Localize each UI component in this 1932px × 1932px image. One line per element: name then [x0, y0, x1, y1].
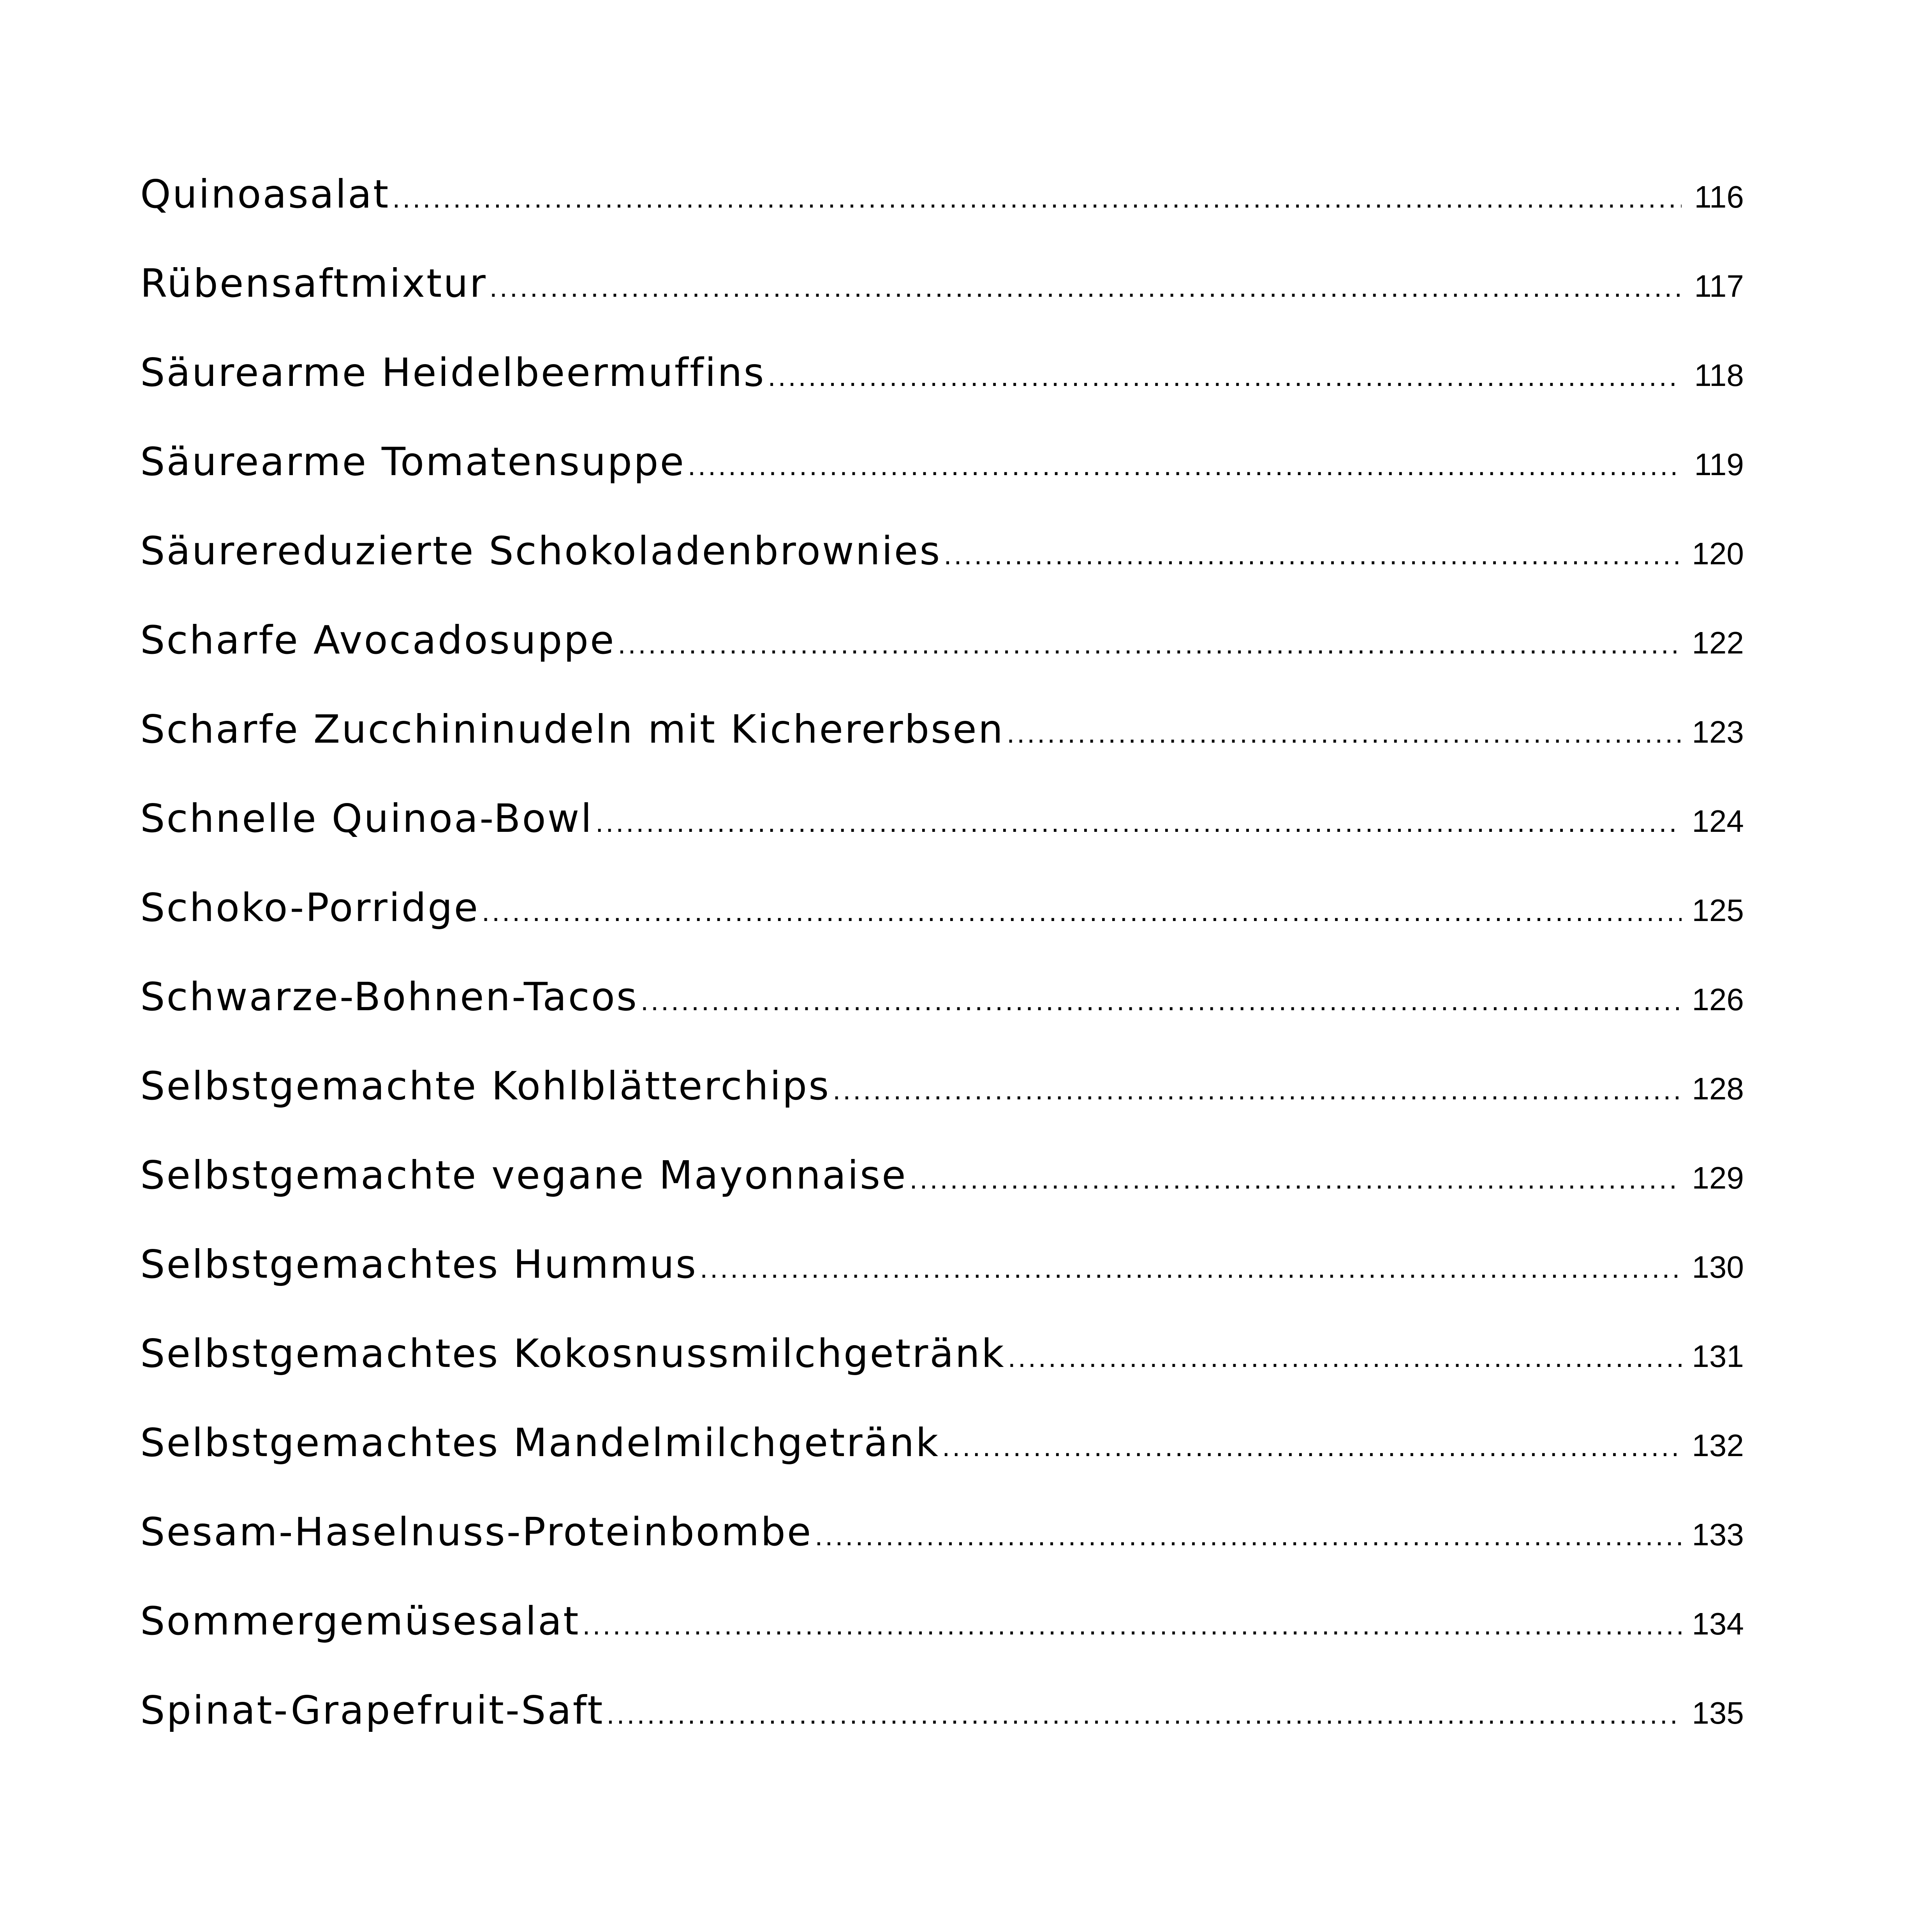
toc-dot-leader — [482, 896, 1682, 928]
toc-entry-title: Säurearme Heidelbeermuffins — [140, 350, 766, 395]
toc-page-number: 135 — [1692, 1696, 1744, 1730]
toc-page-number: 129 — [1692, 1161, 1744, 1195]
toc-dot-leader — [606, 1698, 1682, 1730]
toc-entry[interactable] — [140, 1687, 1744, 1777]
toc-entry[interactable] — [140, 171, 1744, 261]
toc-dot-leader — [815, 1520, 1682, 1552]
toc-page-number: 125 — [1692, 893, 1744, 928]
toc-entry[interactable] — [140, 1420, 1744, 1509]
toc-entry-title: Selbstgemachte vegane Mayonnaise — [140, 1152, 907, 1198]
toc-entry[interactable] — [140, 1242, 1744, 1331]
toc-page-number: 120 — [1692, 536, 1744, 571]
toc-dot-leader — [688, 450, 1682, 482]
toc-dot-leader — [833, 1074, 1682, 1106]
toc-page-number: 123 — [1692, 715, 1744, 749]
toc-page-number: 124 — [1692, 804, 1744, 838]
toc-entry-title: Selbstgemachtes Mandelmilchgetränk — [140, 1420, 940, 1465]
toc-entry-title: Schnelle Quinoa-Bowl — [140, 796, 594, 841]
toc-entry-title: Säurereduzierte Schokoladenbrownies — [140, 528, 942, 574]
toc-entry-title: Sesam-Haselnuss-Proteinbombe — [140, 1509, 813, 1555]
toc-dot-leader — [768, 361, 1682, 393]
toc-page-number: 119 — [1694, 447, 1744, 482]
toc-entry[interactable] — [140, 617, 1744, 706]
toc-page-number: 133 — [1692, 1517, 1744, 1552]
toc-page-number: 117 — [1694, 269, 1744, 303]
toc-page-number: 132 — [1692, 1428, 1744, 1463]
toc-entry[interactable] — [140, 439, 1744, 528]
toc-dot-leader — [1007, 717, 1682, 749]
toc-entry[interactable] — [140, 796, 1744, 885]
toc-dot-leader — [942, 1431, 1682, 1463]
toc-entry-title: Scharfe Avocadosuppe — [140, 617, 616, 663]
toc-entry[interactable] — [140, 528, 1744, 617]
toc-entry-title: Säurearme Tomatensuppe — [140, 439, 685, 484]
toc-entry-title: Schwarze-Bohnen-Tacos — [140, 974, 638, 1020]
toc-entry-title: Scharfe Zucchininudeln mit Kichererbsen — [140, 706, 1005, 752]
toc-entry[interactable] — [140, 350, 1744, 439]
toc-dot-leader — [392, 182, 1682, 214]
toc-entry-title: Spinat-Grapefruit-Saft — [140, 1687, 604, 1733]
toc-page-number: 126 — [1692, 982, 1744, 1017]
toc-entry-title: Rübensaftmixtur — [140, 261, 487, 306]
toc-entry-title: Sommergemüsesalat — [140, 1598, 580, 1644]
table-of-contents — [140, 171, 1744, 1777]
toc-dot-leader — [700, 1252, 1682, 1284]
toc-page-number: 130 — [1692, 1250, 1744, 1284]
toc-page-number: 118 — [1694, 358, 1744, 393]
toc-entry[interactable] — [140, 1331, 1744, 1420]
toc-entry-title: Selbstgemachtes Hummus — [140, 1242, 698, 1287]
toc-dot-leader — [1008, 1342, 1682, 1374]
toc-entry[interactable] — [140, 1598, 1744, 1687]
toc-entry[interactable] — [140, 261, 1744, 350]
toc-page-number: 116 — [1694, 180, 1744, 214]
toc-page-number: 134 — [1692, 1606, 1744, 1641]
toc-entry-title: Quinoasalat — [140, 171, 390, 217]
toc-dot-leader — [944, 539, 1682, 571]
toc-entry-title: Selbstgemachtes Kokosnussmilchgetränk — [140, 1331, 1006, 1376]
toc-entry[interactable] — [140, 1152, 1744, 1242]
toc-entry[interactable] — [140, 1063, 1744, 1152]
toc-dot-leader — [618, 628, 1682, 660]
toc-dot-leader — [490, 271, 1682, 303]
toc-entry-title: Schoko-Porridge — [140, 885, 480, 930]
toc-dot-leader — [641, 985, 1682, 1017]
toc-dot-leader — [582, 1609, 1682, 1641]
toc-entry[interactable] — [140, 706, 1744, 796]
toc-page-number: 128 — [1692, 1071, 1744, 1106]
toc-entry-title: Selbstgemachte Kohlblätterchips — [140, 1063, 831, 1109]
toc-dot-leader — [910, 1163, 1682, 1195]
toc-entry[interactable] — [140, 1509, 1744, 1598]
toc-dot-leader — [595, 807, 1682, 838]
toc-page-number: 122 — [1692, 625, 1744, 660]
toc-page-number: 131 — [1692, 1339, 1744, 1374]
toc-entry[interactable] — [140, 974, 1744, 1063]
toc-entry[interactable] — [140, 885, 1744, 974]
